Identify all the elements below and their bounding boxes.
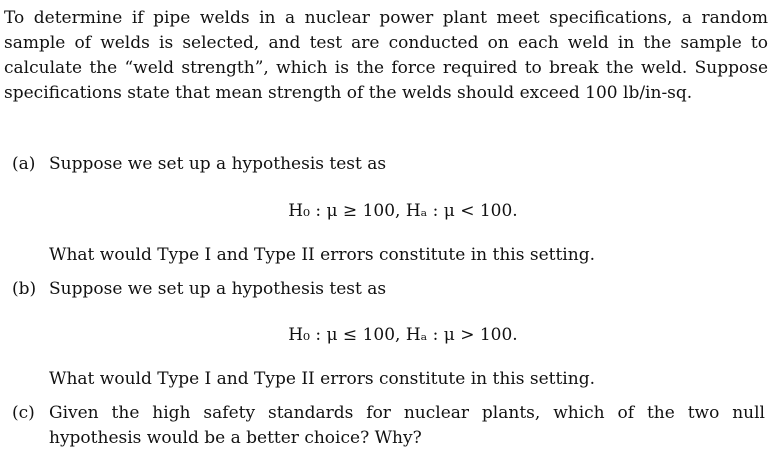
part-a-equation: H₀ : μ ≥ 100, Hₐ : μ < 100. bbox=[288, 201, 518, 221]
part-a-question: What would Type I and Type II errors constitute in this setting. bbox=[49, 245, 595, 265]
part-b-marker: (b) bbox=[12, 279, 37, 299]
part-b-equation: H₀ : μ ≤ 100, Hₐ : μ > 100. bbox=[288, 325, 518, 345]
part-a-prompt: Suppose we set up a hypothesis test as bbox=[49, 154, 387, 174]
part-b-prompt: Suppose we set up a hypothesis test as bbox=[49, 279, 387, 299]
part-c-marker: (c) bbox=[12, 403, 35, 423]
part-a-marker: (a) bbox=[12, 154, 36, 174]
part-c-prompt: Given the high safety standards for nuclear plants, which of the two null hypothesis would be a better choice? Why? bbox=[49, 403, 765, 448]
part-b-question: What would Type I and Type II errors constitute in this setting. bbox=[49, 369, 595, 389]
problem-intro: To determine if pipe welds in a nuclear power plant meet specifications, a random sample of welds is selected, and test are conducted on each weld in the sample to calculate the “weld strength”, which is the force required to break the weld. Suppose specifications state that mean strength of the welds should exceed 100 lb/in-sq. bbox=[4, 8, 768, 103]
